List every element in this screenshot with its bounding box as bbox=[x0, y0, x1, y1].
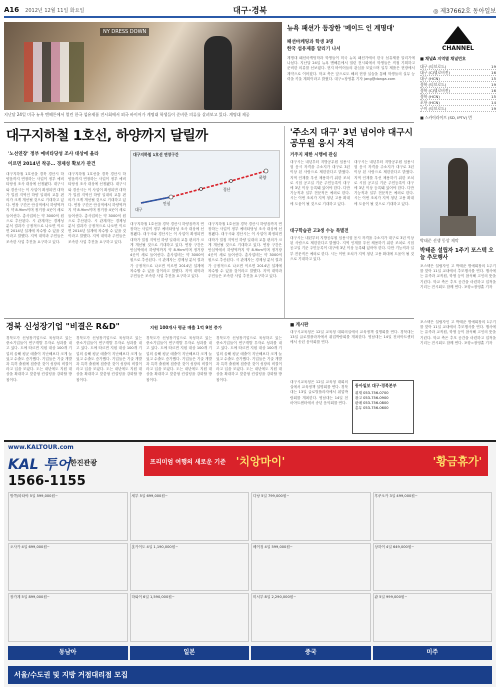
subway-line-graphic bbox=[131, 159, 281, 217]
subway-body-col3: 대구지하철 1호선을 경북 경산시 하양읍까지 연장하는 사업이 정부 예비타당성 조사 대상에 선정됐다. 대구시와 경산시는 이 사업이 확정되면 대학가 밀집 지역인 하양 일대의 교통 편의가 크게 개선될 것으로 기대하고 있다. 연장 구간은 안심역에서 하양역까지 약 8.9km이며 정거장 4곳이 새로 들어선다. 총사업비는 약 3000억 원으로 추산된다. 시 관계자는 경제성 분석 결과가 긍정적으로 나오면 이르면 2014년 설계에 착수할 수 있을 것이라고 말했다. 지역 대학과 주민들은 조속한 사업 추진을 요구하고 있다. bbox=[130, 222, 204, 279]
info-body: 대구시교육청은 12일 교육청 대회의실에서 교육정책 설명회를 연다. 경북대는 13일 글로벌플라자에서 취업박람회를 개최한다. 영남대는 14일 천마아트센터에서 송년 음악회를 연다. bbox=[290, 330, 414, 345]
exam-box-body: 대구시는 내년부터 지방공무원 임용시험 응시 자격을 주소지가 대구로 3년 이상 된 사람으로 제한한다고 밝혔다. 지역 인재를 우선 채용하기 위한 조치로 시험 공고일 기준 주민등록이 대구에 3년 이상 등록돼 있어야 한다. 다만 기능직과 일부 전문직은 예외로 한다. 시는 이번 조치가 지역 청년 고용 확대에 도움이 될 것으로 기대하고 있다. bbox=[290, 236, 414, 261]
rnd-headline: 경북 신성장기업 "비결은 R&D" bbox=[6, 322, 120, 331]
exam-sub: 거주지 제한 시행에 관심 bbox=[290, 153, 338, 158]
ad-slogan1: 프리미엄 여행의 새로운 기준 bbox=[150, 458, 226, 466]
statue-headline: 박태준 설립자 1주기 포스텍 오늘 추모행사 bbox=[420, 248, 494, 261]
ad-slogan3: '황금휴가' bbox=[432, 455, 482, 468]
channel-logo: CHANNEL bbox=[441, 45, 475, 52]
ad-phone[interactable]: 1566-1155 bbox=[8, 474, 86, 489]
page-header bbox=[4, 4, 496, 18]
statue-photo bbox=[420, 148, 496, 236]
divider bbox=[4, 122, 414, 123]
ad-cell[interactable]: 방콕/파타야 5일 599,000원~ bbox=[8, 492, 128, 541]
subway-deck2: 이르면 2014년 착공… 경제성 확보가 관건 bbox=[8, 162, 96, 167]
ad-cell[interactable]: 베이징 4일 599,000원~ bbox=[251, 543, 371, 592]
top-story-body: 계명대 패션마케팅학과 학생들이 미국 뉴욕 패션가에서 한국 섬유제품 알리기에 나섰다. 지난달 24일 뉴욕 맨해튼에서 열린 전시회에서 학생들은 직접 기획하고 준비한 의류를 선보였다. 현지 바이어들의 관심을 모았으며 일부 제품은 현장에서 계약으로 이어졌다. 학교 측은 앞으로도 해외 현장 실습을 통해 학생들의 실무 능력을 키울 계획이라고 밝혔다. 대구=장영훈 기자 jang@donga.com bbox=[287, 56, 415, 81]
top-story-sub1: 패션마케팅과 학생 3명 bbox=[287, 40, 334, 45]
exam-body-col1: 대구시는 내년부터 지방공무원 임용시험 응시 자격을 주소지가 대구로 3년 이상 된 사람으로 제한한다고 밝혔다. 지역 인재를 우선 채용하기 위한 조치로 시험 공고일 기준 주민등록이 대구에 3년 이상 등록돼 있어야 한다. 다만 기능직과 일부 전문직은 예외로 한다. 시는 이번 조치가 지역 청년 고용 확대에 도움이 될 것으로 기대하고 있다. bbox=[290, 160, 350, 206]
ad-cell[interactable]: 다낭 5일 799,000원~ bbox=[251, 492, 371, 541]
ad-site[interactable]: www.KALTOUR.com bbox=[8, 444, 74, 451]
ad-tag[interactable]: 중국 bbox=[251, 646, 371, 660]
station-label: 대구 bbox=[135, 207, 143, 212]
info-title: ■ 게시판 bbox=[290, 323, 309, 328]
channel-logo-icon bbox=[444, 26, 472, 44]
subway-map bbox=[130, 150, 280, 218]
ad-region-tabs bbox=[8, 646, 492, 660]
contact-line: 총무 053-756-0600 bbox=[355, 406, 389, 410]
rnd-sub: 지원 100개사 평균 매출 1억 9천 증가 bbox=[150, 325, 222, 330]
ad-cell[interactable]: 장가계 5일 899,000원~ bbox=[8, 593, 128, 642]
ad-footer: 서울/수도권 및 지방 거점대리점 모집 bbox=[8, 666, 492, 684]
rnd-body-col3: 경북도가 신성장기업으로 육성하고 있는 중소기업들이 연구개발 투자로 성과를 내고 있다. 도에 따르면 지원 대상 100개 기업의 올해 평균 매출이 지난해보다 크게 늘었고 수출도 증가했다. 기업들은 기술 개발과 특허 출원에 집중한 것이 성장의 비결이라고 입을 모았다. 도는 내년에도 지원 대상을 확대하고 맞춤형 컨설팅을 강화할 방침이다. bbox=[146, 336, 212, 382]
page-number: A16 bbox=[4, 6, 20, 14]
map-title: 대구지하철 1호선 연장구간 bbox=[133, 152, 179, 157]
contact-line: 취재 053-756-0700 bbox=[355, 391, 389, 395]
channel-box bbox=[420, 24, 496, 144]
ad-tag[interactable]: 미주 bbox=[373, 646, 493, 660]
buyer-figure bbox=[204, 36, 232, 110]
channel-row: 포항 (HCN) 14 bbox=[420, 100, 496, 105]
rnd-body-col1: 경북도가 신성장기업으로 육성하고 있는 중소기업들이 연구개발 투자로 성과를 내고 있다. 도에 따르면 지원 대상 100개 기업의 올해 평균 매출이 지난해보다 크게 늘었고 수출도 증가했다. 기업들은 기술 개발과 특허 출원에 집중한 것이 성장의 비결이라고 입을 모았다. 도는 내년에도 지원 대상을 확대하고 맞춤형 컨설팅을 강화할 방침이다. bbox=[6, 336, 72, 382]
ad-slogan2: '치앙마이' bbox=[235, 455, 286, 468]
ad-banner bbox=[144, 446, 488, 476]
top-story-headline: 뉴욕 패션가 등장한 '메이드 인 계명대' bbox=[287, 24, 395, 32]
ad-cell[interactable]: 오사카 4일 699,000원~ bbox=[8, 543, 128, 592]
contact-line: 판매 053-756-0800 bbox=[355, 401, 389, 405]
channel-list bbox=[420, 64, 496, 112]
ad-cell[interactable]: 상하이 4일 649,000원~ bbox=[373, 543, 493, 592]
ad-cell[interactable]: 괌 5일 999,000원~ bbox=[373, 593, 493, 642]
statue-figure bbox=[448, 158, 468, 218]
info-body-extra: 대구시교육청은 12일 교육청 대회의실에서 교육정책 설명회를 연다. 경북대는 13일 글로벌플라자에서 취업박람회를 개최한다. 영남대는 14일 천마아트센터에서 송년 음악회를 연다. bbox=[290, 380, 348, 405]
channel-note: ■ 스카이라이프 (SD, IPTV) 번 bbox=[420, 115, 472, 120]
statue-body: 포스텍은 설립자인 고 박태준 명예회장의 1주기를 맞아 11일 교내에서 추모행사를 연다. 행사에는 유족과 교직원, 학생 등이 참석해 고인의 뜻을 기린다. 학교 측은 추모 공간을 마련하고 업적을 기리는 전시회도 함께 연다. 포항=장영훈 기자 bbox=[420, 264, 496, 289]
store-sign: NY DRESS DOWN bbox=[100, 28, 149, 36]
contact-line: 광고 053-756-0900 bbox=[355, 396, 389, 400]
fashion-photo bbox=[4, 22, 282, 110]
channel-row: 경북 (CJ헬로비전) 16 bbox=[420, 88, 496, 93]
statue-body-extra: 포스텍은 설립자인 고 박태준 명예회장의 1주기를 맞아 11일 교내에서 추모행사를 연다. 행사에는 유족과 교직원, 학생 등이 참석해 고인의 뜻을 기린다. 학교 측은 추모 공간을 마련하고 업적을 기리는 전시회도 함께 연다. 포항=장영훈 기자 bbox=[420, 320, 496, 345]
clothes-rack bbox=[24, 42, 84, 102]
subway-body-col1: 대구지하철 1호선을 경북 경산시 하양읍까지 연장하는 사업이 정부 예비타당성 조사 대상에 선정됐다. 대구시와 경산시는 이 사업이 확정되면 대학가 밀집 지역인 하양 일대의 교통 편의가 크게 개선될 것으로 기대하고 있다. 연장 구간은 안심역에서 하양역까지 약 8.9km이며 정거장 4곳이 새로 들어선다. 총사업비는 약 3000억 원으로 추산된다. 시 관계자는 경제성 분석 결과가 긍정적으로 나오면 이르면 2014년 설계에 착수할 수 있을 것이라고 말했다. 지역 대학과 주민들은 조속한 사업 추진을 요구하고 있다. bbox=[6, 172, 64, 244]
channel-row: 대구 (CJ헬로비전) 16 bbox=[420, 70, 496, 75]
kal-tour-ad bbox=[4, 440, 496, 687]
channel-title: ■ 채널A 지역별 채널번호 bbox=[420, 56, 466, 61]
station-label: 경산 bbox=[223, 187, 231, 192]
ad-tag[interactable]: 동남아 bbox=[8, 646, 128, 660]
rnd-body-col4: 경북도가 신성장기업으로 육성하고 있는 중소기업들이 연구개발 투자로 성과를 내고 있다. 도에 따르면 지원 대상 100개 기업의 올해 평균 매출이 지난해보다 크게 늘었고 수출도 증가했다. 기업들은 기술 개발과 특허 출원에 집중한 것이 성장의 비결이라고 입을 모았다. 도는 내년에도 지원 대상을 확대하고 맞춤형 컨설팅을 강화할 방침이다. bbox=[216, 336, 282, 382]
ad-sub-brand: 한진관광 bbox=[70, 459, 98, 467]
channel-row: 대구 (HCN) 15 bbox=[420, 76, 496, 81]
subway-body-col2: 대구지하철 1호선을 경북 경산시 하양읍까지 연장하는 사업이 정부 예비타당성 조사 대상에 선정됐다. 대구시와 경산시는 이 사업이 확정되면 대학가 밀집 지역인 하양 일대의 교통 편의가 크게 개선될 것으로 기대하고 있다. 연장 구간은 안심역에서 하양역까지 약 8.9km이며 정거장 4곳이 새로 들어선다. 총사업비는 약 3000억 원으로 추산된다. 시 관계자는 경제성 분석 결과가 긍정적으로 나오면 이르면 2014년 설계에 착수할 수 있을 것이라고 말했다. 지역 대학과 주민들은 조속한 사업 추진을 요구하고 있다. bbox=[68, 172, 126, 244]
divider bbox=[284, 126, 285, 318]
page-date: 2012년 12월 11일 화요일 bbox=[25, 7, 85, 14]
ad-cell[interactable]: 홋카이도 4일 1,190,000원~ bbox=[130, 543, 250, 592]
subway-body-col4: 대구지하철 1호선을 경북 경산시 하양읍까지 연장하는 사업이 정부 예비타당성 조사 대상에 선정됐다. 대구시와 경산시는 이 사업이 확정되면 대학가 밀집 지역인 하양 일대의 교통 편의가 크게 개선될 것으로 기대하고 있다. 연장 구간은 안심역에서 하양역까지 약 8.9km이며 정거장 4곳이 새로 들어선다. 총사업비는 약 3000억 원으로 추산된다. 시 관계자는 경제성 분석 결과가 긍정적으로 나오면 이르면 2014년 설계에 착수할 수 있을 것이라고 말했다. 지역 대학과 주민들은 조속한 사업 추진을 요구하고 있다. bbox=[208, 222, 282, 279]
divider bbox=[4, 318, 414, 319]
statue-caption: 박태준 선생 동상 제막 bbox=[420, 238, 459, 243]
exam-body-col2: 대구시는 내년부터 지방공무원 임용시험 응시 자격을 주소지가 대구로 3년 이상 된 사람으로 제한한다고 밝혔다. 지역 인재를 우선 채용하기 위한 조치로 시험 공고일 기준 주민등록이 대구에 3년 이상 등록돼 있어야 한다. 다만 기능직과 일부 전문직은 예외로 한다. 시는 이번 조치가 지역 청년 고용 확대에 도움이 될 것으로 기대하고 있다. bbox=[354, 160, 414, 206]
top-story-sub2: 한국 섬유제품 알리기 나서 bbox=[287, 47, 341, 52]
channel-row: 대구 (티브로드) 19 bbox=[420, 64, 496, 69]
ad-brand: KAL 투어 bbox=[8, 457, 71, 473]
exam-box-title: 대구학습관 고3생 수능 특별전 bbox=[290, 229, 349, 234]
rnd-body-col2: 경북도가 신성장기업으로 육성하고 있는 중소기업들이 연구개발 투자로 성과를 내고 있다. 도에 따르면 지원 대상 100개 기업의 올해 평균 매출이 지난해보다 크게 늘었고 수출도 증가했다. 기업들은 기술 개발과 특허 출원에 집중한 것이 성장의 비결이라고 입을 모았다. 도는 내년에도 지원 대상을 확대하고 맞춤형 컨설팅을 강화할 방침이다. bbox=[76, 336, 142, 382]
exam-headline: '주소지 대구' 3년 넘어야 대구시 공무원 응시 자격 bbox=[290, 128, 413, 149]
station-label: 안심 bbox=[163, 201, 171, 206]
ad-cell[interactable]: 후쿠오카 3일 499,000원~ bbox=[373, 492, 493, 541]
subway-deck1: '노선연장' 정부 예비타당성 조사 대상에 올라 bbox=[8, 152, 99, 157]
station-label: 하양 bbox=[259, 175, 267, 180]
channel-row: 경북 (HCN) 15 bbox=[420, 94, 496, 99]
contact-title: 동아일보 대구·경북본부 bbox=[355, 383, 397, 388]
newspaper-brand: ◎ 제37662호 동아일보 bbox=[433, 7, 496, 15]
statue-base bbox=[440, 216, 476, 236]
photo-caption: 지난달 24일 미국 뉴욕 맨해튼에서 열린 한국 섬유제품 전시회에서 외국 바이어가 계명대 학생들이 준비한 의류를 살펴보고 있다. 계명대 제공 bbox=[4, 112, 250, 117]
ad-cell[interactable]: 세부 5일 699,000원~ bbox=[130, 492, 250, 541]
ad-grid bbox=[8, 492, 492, 642]
subway-headline: 대구지하철 1호선, 하양까지 달릴까 bbox=[6, 128, 208, 144]
ad-cell[interactable]: 미서부 8일 2,290,000원~ bbox=[251, 593, 371, 642]
channel-row: 경북 (티브로드) 19 bbox=[420, 82, 496, 87]
contact-box bbox=[352, 380, 414, 434]
ad-tag[interactable]: 일본 bbox=[130, 646, 250, 660]
ad-cell[interactable]: 하와이 6일 1,590,000원~ bbox=[130, 593, 250, 642]
section-title: 대구·경북 bbox=[233, 5, 267, 15]
channel-row: 구미 (티브로드) 19 bbox=[420, 106, 496, 111]
